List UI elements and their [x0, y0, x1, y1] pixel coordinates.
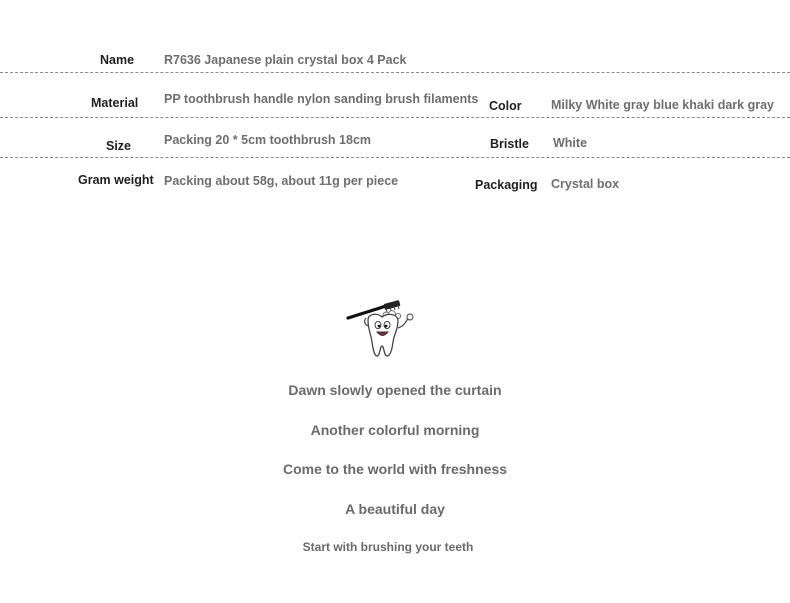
- gram-weight-label: Gram weight: [78, 173, 154, 187]
- tooth-with-toothbrush-icon: [346, 300, 424, 364]
- row-divider: [0, 117, 790, 118]
- poem-line-3: Come to the world with freshness: [282, 461, 508, 477]
- material-label: Material: [91, 96, 139, 110]
- material-value: PP toothbrush handle nylon sanding brush filaments: [164, 92, 479, 106]
- name-value: R7636 Japanese plain crystal box 4 Pack: [164, 53, 407, 67]
- packaging-value: Crystal box: [551, 177, 620, 191]
- packaging-label: Packaging: [475, 178, 538, 192]
- bristle-label: Bristle: [490, 137, 529, 151]
- poem-line-5: Start with brushing your teeth: [302, 540, 474, 554]
- color-value: Milky White gray blue khaki dark gray: [551, 98, 774, 112]
- color-label: Color: [489, 99, 522, 113]
- size-label: Size: [106, 139, 132, 153]
- size-value: Packing 20 * 5cm toothbrush 18cm: [164, 133, 372, 147]
- poem-line-2: Another colorful morning: [310, 422, 480, 438]
- bristle-value: White: [553, 136, 588, 150]
- name-label: Name: [100, 53, 135, 67]
- poem-line-4: A beautiful day: [345, 501, 445, 517]
- row-divider: [0, 72, 790, 73]
- poem-line-1: Dawn slowly opened the curtain: [288, 382, 502, 398]
- row-divider: [0, 157, 790, 158]
- gram-weight-value: Packing about 58g, about 11g per piece: [164, 174, 399, 188]
